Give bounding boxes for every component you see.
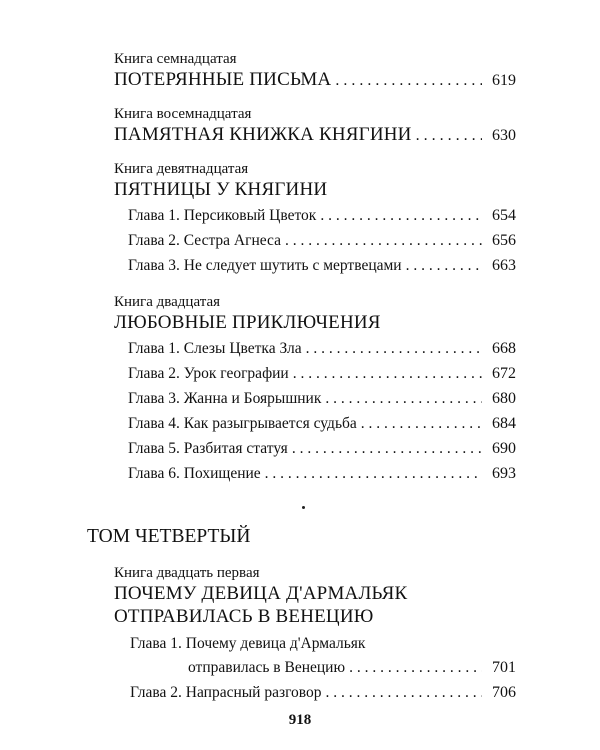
chapter-entry [130,656,516,680]
book-17-entry [114,50,516,91]
page-number: 656 [492,232,516,249]
dot-leader [416,127,482,145]
chapter-entry [130,680,516,705]
chapter-title: Глава 5. Разбитая статуя [128,440,288,457]
book-title-row [114,123,516,146]
page-number: 701 [492,659,516,676]
page-number: 619 [492,72,516,89]
page-number: 654 [492,207,516,224]
chapter-title: Глава 1. Слезы Цветка Зла [128,340,302,357]
dot-leader [265,461,482,486]
page-number: 668 [492,340,516,357]
chapter-entry [128,386,516,411]
book-title: ЛЮБОВНЫЕ ПРИКЛЮЧЕНИЯ [114,312,381,333]
chapter-list [114,336,516,486]
dot-leader [349,656,482,680]
page-number: 663 [492,257,516,274]
dot-leader [320,203,482,228]
dot-leader [326,680,482,705]
page-number: 672 [492,365,516,382]
chapter-entry [128,361,516,386]
page-number: 680 [492,390,516,407]
dot-leader [293,361,482,386]
chapter-title: Глава 3. Не следует шутить с мертвецами [128,257,402,274]
dot-leader [406,253,482,278]
stray-dot [302,506,305,509]
book-title-row [114,68,516,91]
chapter-title: Глава 6. Похищение [128,465,261,482]
chapter-entry [128,203,516,228]
book-18-entry [114,105,516,146]
chapter-entry [128,461,516,486]
dot-leader [325,386,482,411]
page-number: 693 [492,465,516,482]
chapter-list [114,203,516,278]
chapter-title: Глава 4. Как разыгрывается судьба [128,415,357,432]
book-title: ПОТЕРЯННЫЕ ПИСЬМА [114,69,332,90]
book-title: ПЯТНИЦЫ У КНЯГИНИ [114,179,328,200]
dot-leader [306,336,482,361]
chapter-title-line-2: отправилась в Венецию [188,659,346,676]
dot-leader [285,228,482,253]
book-label: Книга двадцатая [114,294,221,310]
dot-leader [335,72,482,90]
book-title: ПАМЯТНАЯ КНИЖКА КНЯГИНИ [114,124,412,145]
page-folio: 918 [288,712,312,728]
volume-heading: ТОМ ЧЕТВЕРТЫЙ [87,526,251,547]
book-label: Книга семнадцатая [114,51,237,67]
chapter-entry [128,336,516,361]
page-number: 630 [492,127,516,144]
dot-leader [361,411,482,436]
page-number: 706 [492,684,516,701]
chapter-title: Глава 2. Урок географии [128,365,289,382]
chapter-title: Глава 2. Сестра Агнеса [128,232,281,249]
book-title-line-2: ОТПРАВИЛАСЬ В ВЕНЕЦИЮ [114,606,374,627]
page-number: 684 [492,415,516,432]
book-label: Книга восемнадцатая [114,106,252,122]
chapter-entry [128,411,516,436]
chapter-entry [128,436,516,461]
book-title-line-1: ПОЧЕМУ ДЕВИЦА Д'АРМАЛЬЯК [114,583,408,604]
chapter-title: Глава 2. Напрасный разговор [130,684,322,701]
book-19-entry [114,160,516,278]
chapter-title-line-1: Глава 1. Почему девица д'Армальяк [130,635,366,652]
chapter-entry [128,253,516,278]
dot-leader [292,436,482,461]
book-label: Книга девятнадцатая [114,161,249,177]
book-label: Книга двадцать первая [114,565,260,581]
page-number: 690 [492,440,516,457]
book-20-entry [114,293,516,486]
book-21-entry [114,564,516,705]
chapter-title: Глава 1. Персиковый Цветок [128,207,317,224]
chapter-title: Глава 3. Жанна и Боярышник [128,390,322,407]
chapter-list [114,632,516,705]
chapter-entry [128,228,516,253]
